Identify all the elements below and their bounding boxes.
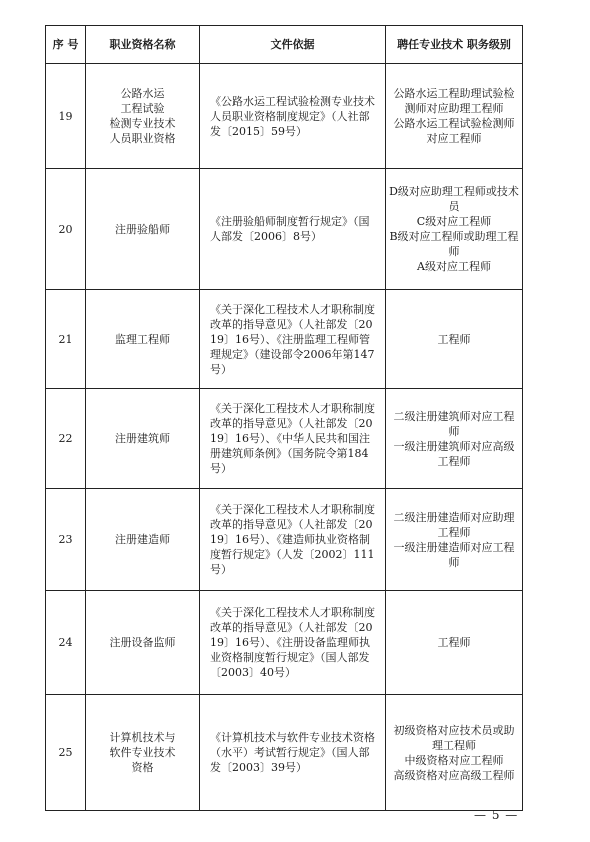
row-seq: 21 (46, 290, 86, 389)
row-name: 监理工程师 (86, 290, 200, 389)
page-number: — 5 — (474, 808, 519, 822)
table-row (46, 64, 523, 169)
row-basis: 《关于深化工程技术人才职称制度改革的指导意见》（人社部发〔2019〕16号）、《中华人民共和国注册建筑师条例》（国务院令第184号） (200, 389, 386, 489)
row-basis: 《关于深化工程技术人才职称制度改革的指导意见》（人社部发〔2019〕16号）、《建造师执业资格制度暂行规定》（人发〔2002〕111号） (200, 489, 386, 591)
row-name: 注册设备监师 (86, 591, 200, 695)
table-row (46, 489, 523, 591)
row-basis: 《关于深化工程技术人才职称制度改革的指导意见》（人社部发〔2019〕16号）、《注册监理工程师管理规定》（建设部令2006年第147号） (200, 290, 386, 389)
row-name: 注册验船师 (86, 169, 200, 290)
table-header-row (46, 26, 523, 64)
table-row (46, 389, 523, 489)
row-level: 二级注册建造师对应助理工程师 一级注册建造师对应工程师 (386, 489, 523, 591)
row-seq: 23 (46, 489, 86, 591)
row-level: 工程师 (386, 290, 523, 389)
qualification-table (45, 25, 523, 811)
row-seq: 25 (46, 695, 86, 811)
row-basis: 《注册验船师制度暂行规定》（国人部发〔2006〕8号） (200, 169, 386, 290)
table-row (46, 169, 523, 290)
row-basis: 《公路水运工程试验检测专业技术人员职业资格制度规定》（人社部发〔2015〕59号） (200, 64, 386, 169)
row-basis: 《关于深化工程技术人才职称制度改革的指导意见》（人社部发〔2019〕16号）、《注册设备监理师执业资格制度暂行规定》（国人部发〔2003〕40号） (200, 591, 386, 695)
row-basis: 《计算机技术与软件专业技术资格（水平）考试暂行规定》（国人部发〔2003〕39号） (200, 695, 386, 811)
row-seq: 22 (46, 389, 86, 489)
table-row (46, 695, 523, 811)
header-seq: 序 号 (46, 26, 86, 64)
header-level: 聘任专业技术 职务级别 (386, 26, 523, 64)
row-name: 注册建造师 (86, 489, 200, 591)
header-name: 职业资格名称 (86, 26, 200, 64)
row-level: 初级资格对应技术员或助理工程师 中级资格对应工程师 高级资格对应高级工程师 (386, 695, 523, 811)
table-row (46, 591, 523, 695)
table-row (46, 290, 523, 389)
row-name: 公路水运 工程试验 检测专业技术 人员职业资格 (86, 64, 200, 169)
header-basis: 文件依据 (200, 26, 386, 64)
row-level: 二级注册建筑师对应工程师 一级注册建筑师对应高级工程师 (386, 389, 523, 489)
row-name: 计算机技术与 软件专业技术 资格 (86, 695, 200, 811)
row-name: 注册建筑师 (86, 389, 200, 489)
row-seq: 24 (46, 591, 86, 695)
row-seq: 19 (46, 64, 86, 169)
row-seq: 20 (46, 169, 86, 290)
row-level: 工程师 (386, 591, 523, 695)
row-level: D级对应助理工程师或技术员 C级对应工程师 B级对应工程师或助理工程师 A级对应工程师 (386, 169, 523, 290)
row-level: 公路水运工程助理试验检测师对应助理工程师 公路水运工程试验检测师对应工程师 (386, 64, 523, 169)
